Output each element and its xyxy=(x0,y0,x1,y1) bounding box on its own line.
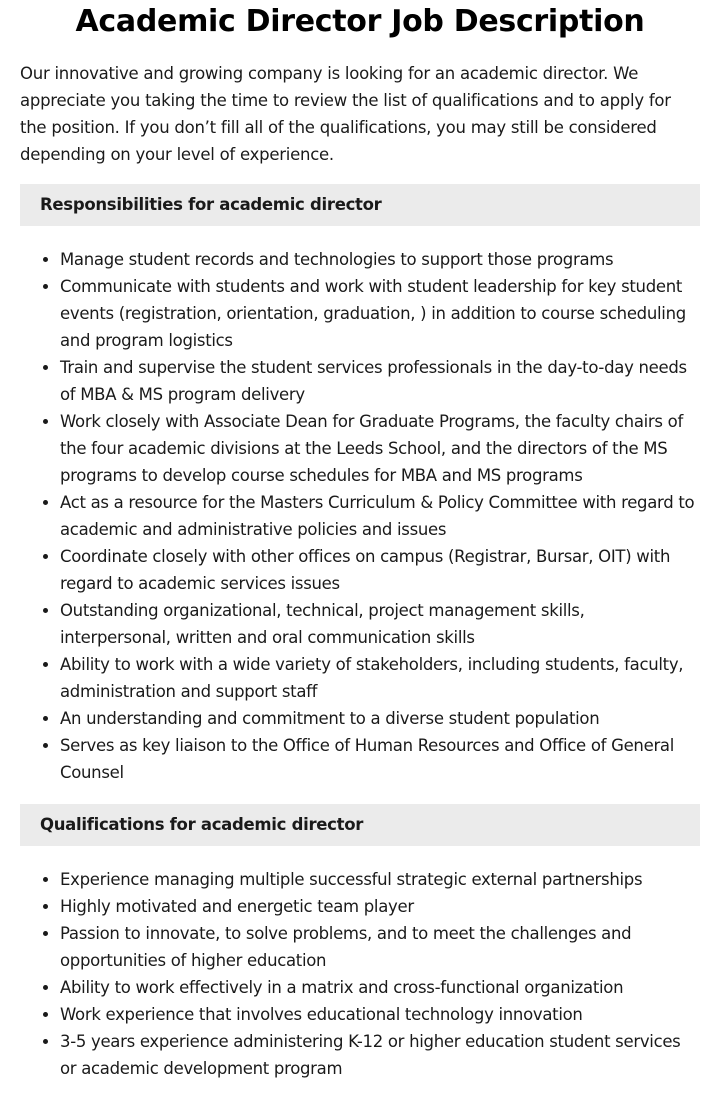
responsibility-item: • An understanding and commitment to a diverse student population xyxy=(60,705,700,732)
intro-paragraph: Our innovative and growing company is looking for an academic director. We appreciate you taking the time to review the list of qualifications and to apply for the position. If you don’t fill all of the qualifications, you may still be considered depending on your level of experience. xyxy=(20,64,671,164)
responsibility-item: • Train and supervise the student services professionals in the day-to-day needs of MBA & MS program delivery xyxy=(60,354,700,408)
responsibility-item: • Coordinate closely with other offices on campus (Registrar, Bursar, OIT) with regard to academic services issues xyxy=(60,543,700,597)
qualifications-list xyxy=(20,866,700,1082)
qualification-item: • Highly motivated and energetic team player xyxy=(60,893,700,920)
responsibility-item: • Outstanding organizational, technical, project management skills, interpersonal, written and oral communication skills xyxy=(60,597,700,651)
responsibilities-heading: Responsibilities for academic director xyxy=(20,184,700,226)
page-title: Academic Director Job Description xyxy=(75,4,645,39)
responsibility-item: • Act as a resource for the Masters Curriculum & Policy Committee with regard to academic and administrative policies and issues xyxy=(60,489,700,543)
responsibility-item: • Ability to work with a wide variety of stakeholders, including students, faculty, administration and support staff xyxy=(60,651,700,705)
responsibility-item: • Serves as key liaison to the Office of Human Resources and Office of General Counsel xyxy=(60,732,700,786)
qualification-item: • Ability to work effectively in a matrix and cross-functional organization xyxy=(60,974,700,1001)
qualification-item: • Experience managing multiple successful strategic external partnerships xyxy=(60,866,700,893)
qualification-item: • Passion to innovate, to solve problems, and to meet the challenges and opportunities of higher education xyxy=(60,920,700,974)
qualification-item: • 3-5 years experience administering K-12 or higher education student services or academic development program xyxy=(60,1028,700,1082)
responsibilities-list xyxy=(20,246,700,786)
qualification-item: • Work experience that involves educational technology innovation xyxy=(60,1001,700,1028)
responsibility-item: • Work closely with Associate Dean for Graduate Programs, the faculty chairs of the four academic divisions at the Leeds School, and the directors of the MS programs to develop course schedules for MBA and MS programs xyxy=(60,408,700,489)
responsibility-item: • Communicate with students and work with student leadership for key student events (registration, orientation, graduation, ) in addition to course scheduling and program logistics xyxy=(60,273,700,354)
responsibility-item: • Manage student records and technologies to support those programs xyxy=(60,246,700,273)
qualifications-heading: Qualifications for academic director xyxy=(20,804,700,846)
